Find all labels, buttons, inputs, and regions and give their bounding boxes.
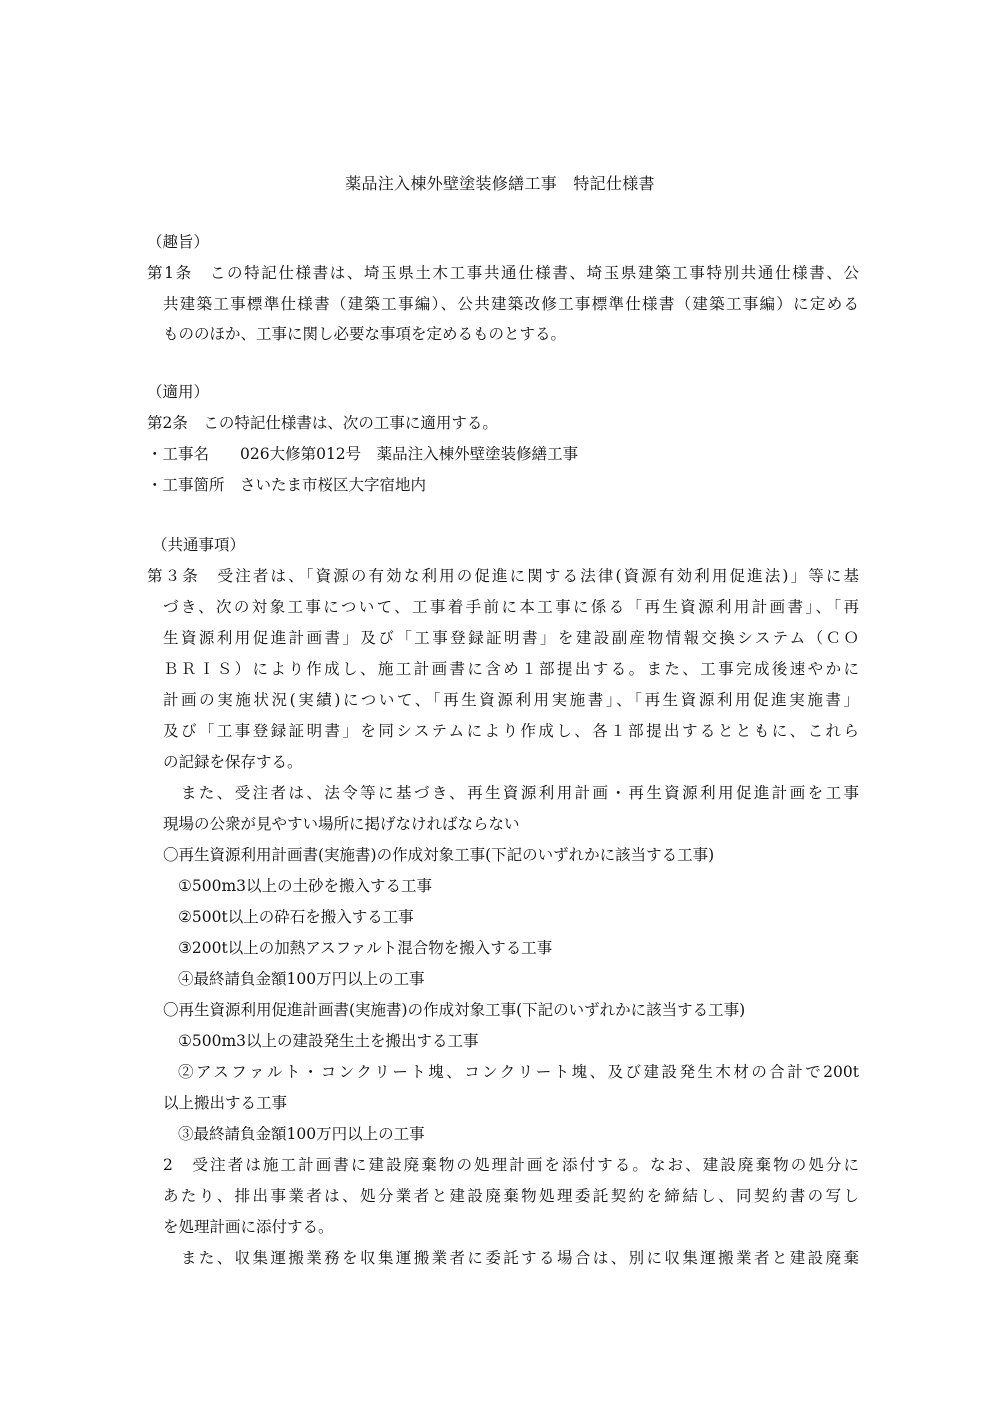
clause-2-line: 2 受注者は施工計画書に建設廃棄物の処理計画を添付する。なお、建設廃棄物の処分に [163, 1156, 859, 1174]
article-1-line: 第1条 この特記仕様書は、埼玉県土木工事共通仕様書、埼玉県建築工事特別共通仕様書、公 [147, 264, 859, 282]
article-3-line: また、受注者は、法令等に基づき、再生資源利用計画・再生資源利用促進計画を工事 [163, 784, 859, 802]
list-item: ②500t以上の砕石を搬入する工事 [178, 908, 414, 926]
article-3-line: の記録を保存する。 [163, 753, 303, 771]
article-1-line: もののほか、工事に関し必要な事項を定めるものとする。 [163, 325, 567, 343]
document-title: 薬品注入棟外壁塗装修繕工事 特記仕様書 [345, 174, 655, 193]
list-item-continuation: 以上搬出する工事 [163, 1094, 288, 1112]
article-2-line: 第2条 この特記仕様書は、次の工事に適用する。 [147, 414, 498, 432]
article-3-line: 計画の実施状況(実績)について、「再生資源利用実施書」、「再生資源利用促進実施書」 [163, 691, 859, 709]
clause-2-line: また、収集運搬業務を収集運搬業者に委託する場合は、別に収集運搬業者と建設廃棄 [163, 1249, 859, 1267]
list-item: ③200t以上の加熱アスファルト混合物を搬入する工事 [178, 939, 553, 957]
list-item: ③最終請負金額100万円以上の工事 [178, 1125, 425, 1143]
article-3-line: 現場の公衆が見やすい場所に掲げなければならない [163, 815, 520, 833]
list-heading-promotion: 〇再生資源利用促進計画書(実施書)の作成対象工事(下記のいずれかに該当する工事) [163, 1001, 746, 1019]
list-item: ①500m3以上の建設発生土を搬出する工事 [178, 1032, 479, 1050]
work-name-line: ・工事名 026大修第012号 薬品注入棟外壁塗装修繕工事 [147, 445, 579, 463]
work-location-line: ・工事箇所 さいたま市桜区大字宿地内 [147, 476, 427, 494]
section-heading-application: （適用） [147, 383, 210, 401]
article-3-line: ＢＲＩＳ）により作成し、施工計画書に含め１部提出する。また、工事完成後速やかに [163, 660, 859, 678]
article-1-line: 共建築工事標準仕様書（建築工事編）、公共建築改修工事標準仕様書（建築工事編）に定める [163, 295, 859, 313]
section-heading-common: （共通事項） [152, 536, 246, 554]
list-item: ④最終請負金額100万円以上の工事 [178, 970, 425, 988]
clause-2-line: あたり、排出事業者は、処分業者と建設廃棄物処理委託契約を締結し、同契約書の写し [163, 1187, 859, 1205]
article-3-line: 及び「工事登録証明書」を同システムにより作成し、各１部提出するとともに、これら [163, 722, 859, 740]
clause-2-line: を処理計画に添付する。 [163, 1218, 334, 1236]
article-3-line: 生資源利用促進計画書」及び「工事登録証明書」を建設副産物情報交換システム（ＣＯ [163, 629, 859, 647]
list-heading-utilization: 〇再生資源利用計画書(実施書)の作成対象工事(下記のいずれかに該当する工事) [163, 846, 715, 864]
article-3-line: 第３条 受注者は、「資源の有効な利用の促進に関する法律(資源有効利用促進法)」等に基 [147, 567, 859, 585]
list-item: ②アスファルト・コンクリート塊、コンクリート塊、及び建設発生木材の合計で200t [178, 1063, 859, 1081]
article-3-line: づき、次の対象工事について、工事着手前に本工事に係る「再生資源利用計画書」、「再 [163, 598, 859, 616]
list-item: ①500m3以上の土砂を搬入する工事 [178, 877, 433, 895]
section-heading-purpose: （趣旨） [147, 233, 210, 251]
